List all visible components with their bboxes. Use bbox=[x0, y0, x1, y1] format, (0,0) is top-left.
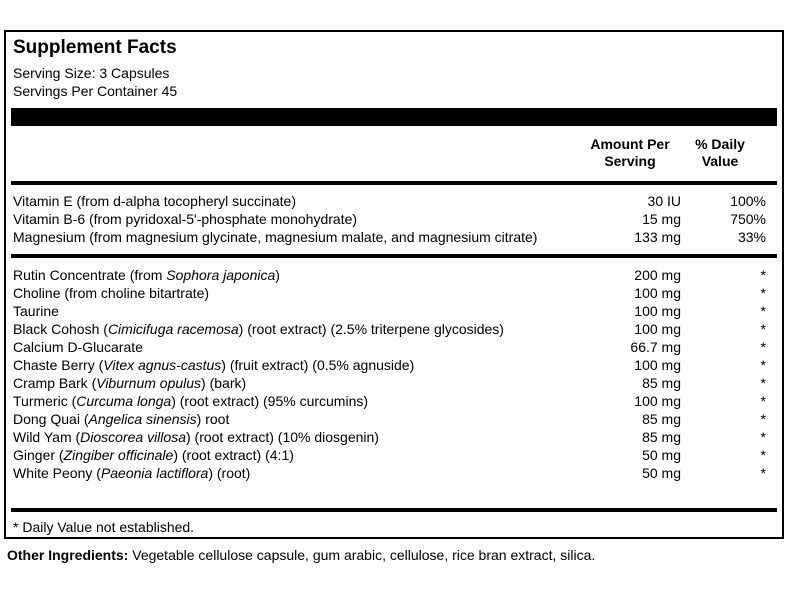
nutrient-daily-value: 750% bbox=[730, 211, 766, 227]
ingredient-daily-value: * bbox=[760, 375, 766, 391]
nutrient-name: Vitamin E (from d-alpha tocopheryl succinate) bbox=[13, 193, 296, 209]
ingredient-row bbox=[6, 302, 782, 320]
ingredient-amount: 100 mg bbox=[634, 321, 681, 337]
ingredient-daily-value: * bbox=[760, 393, 766, 409]
dv-header-line2: Value bbox=[701, 153, 739, 169]
servings-per-container: Servings Per Container 45 bbox=[13, 83, 178, 99]
nutrient-name: Vitamin B-6 (from pyridoxal-5'-phosphate monohydrate) bbox=[13, 211, 358, 227]
ingredient-daily-value: * bbox=[760, 357, 766, 373]
nutrient-daily-value: 33% bbox=[737, 229, 766, 245]
nutrient-daily-value: 100% bbox=[730, 193, 766, 209]
ingredient-name: Cramp Bark (Viburnum opulus) (bark) bbox=[13, 375, 247, 391]
ingredient-daily-value: * bbox=[760, 465, 766, 481]
ingredient-row bbox=[6, 356, 782, 374]
ingredient-name: White Peony (Paeonia lactiflora) (root) bbox=[13, 465, 251, 481]
nutrient-amount: 133 mg bbox=[634, 229, 681, 245]
ingredient-name: Calcium D-Glucarate bbox=[13, 339, 143, 355]
ingredient-amount: 100 mg bbox=[634, 357, 681, 373]
ingredient-amount: 200 mg bbox=[634, 267, 681, 283]
ingredient-row bbox=[6, 410, 782, 428]
ingredient-row bbox=[6, 320, 782, 338]
ingredient-amount: 100 mg bbox=[634, 303, 681, 319]
ingredient-name: Rutin Concentrate (from Sophora japonica) bbox=[13, 267, 280, 283]
ingredient-row bbox=[6, 428, 782, 446]
serving-size: Serving Size: 3 Capsules bbox=[13, 65, 170, 81]
nutrient-row bbox=[6, 192, 782, 210]
other-ingredients-label: Other Ingredients: bbox=[7, 547, 129, 563]
ingredient-row bbox=[6, 392, 782, 410]
daily-value-header bbox=[684, 136, 756, 170]
other-ingredients-text: Vegetable cellulose capsule, gum arabic, cellulose, rice bran extract, silica. bbox=[128, 547, 596, 563]
supplement-facts-panel bbox=[4, 30, 784, 539]
ingredient-amount: 100 mg bbox=[634, 393, 681, 409]
ingredient-amount: 85 mg bbox=[642, 411, 681, 427]
ingredient-name: Turmeric (Curcuma longa) (root extract) (95% curcumins) bbox=[13, 393, 369, 409]
nutrient-amount: 30 IU bbox=[647, 193, 681, 209]
ingredient-daily-value: * bbox=[760, 447, 766, 463]
ingredient-amount: 50 mg bbox=[642, 465, 681, 481]
ingredient-amount: 85 mg bbox=[642, 375, 681, 391]
other-ingredients bbox=[7, 546, 595, 564]
ingredient-daily-value: * bbox=[760, 285, 766, 301]
ingredient-daily-value: * bbox=[760, 339, 766, 355]
amount-per-serving-header bbox=[580, 136, 680, 170]
ingredient-row bbox=[6, 266, 782, 284]
ingredient-row bbox=[6, 464, 782, 482]
ingredient-daily-value: * bbox=[760, 303, 766, 319]
section-divider bbox=[11, 254, 777, 258]
header-divider bbox=[11, 181, 777, 185]
ingredient-daily-value: * bbox=[760, 267, 766, 283]
nutrient-amount: 15 mg bbox=[642, 211, 681, 227]
amount-header-line2: Serving bbox=[604, 153, 656, 169]
ingredient-name: Chaste Berry (Vitex agnus-castus) (fruit extract) (0.5% agnuside) bbox=[13, 357, 415, 373]
nutrient-row bbox=[6, 210, 782, 228]
ingredient-row bbox=[6, 374, 782, 392]
nutrient-row bbox=[6, 228, 782, 246]
dv-header-line1: % Daily bbox=[695, 136, 745, 152]
ingredient-daily-value: * bbox=[760, 429, 766, 445]
ingredient-amount: 85 mg bbox=[642, 429, 681, 445]
ingredient-row bbox=[6, 284, 782, 302]
ingredient-name: Choline (from choline bitartrate) bbox=[13, 285, 210, 301]
ingredient-amount: 100 mg bbox=[634, 285, 681, 301]
ingredient-name: Ginger (Zingiber officinale) (root extract) (4:1) bbox=[13, 447, 294, 463]
panel-title: Supplement Facts bbox=[13, 37, 177, 58]
ingredient-name: Wild Yam (Dioscorea villosa) (root extract) (10% diosgenin) bbox=[13, 429, 379, 445]
amount-header-line1: Amount Per bbox=[590, 136, 670, 152]
daily-value-footnote: * Daily Value not established. bbox=[13, 519, 195, 535]
ingredient-amount: 66.7 mg bbox=[630, 339, 681, 355]
ingredient-row bbox=[6, 338, 782, 356]
ingredient-amount: 50 mg bbox=[642, 447, 681, 463]
ingredient-daily-value: * bbox=[760, 321, 766, 337]
thick-divider bbox=[11, 108, 777, 126]
ingredient-row bbox=[6, 446, 782, 464]
ingredient-name: Black Cohosh (Cimicifuga racemosa) (root extract) (2.5% triterpene glycosides) bbox=[13, 321, 504, 337]
ingredient-daily-value: * bbox=[760, 411, 766, 427]
footer-divider bbox=[11, 508, 777, 512]
ingredient-name: Dong Quai (Angelica sinensis) root bbox=[13, 411, 230, 427]
ingredient-name: Taurine bbox=[13, 303, 59, 319]
nutrient-name: Magnesium (from magnesium glycinate, magnesium malate, and magnesium citrate) bbox=[13, 229, 538, 245]
